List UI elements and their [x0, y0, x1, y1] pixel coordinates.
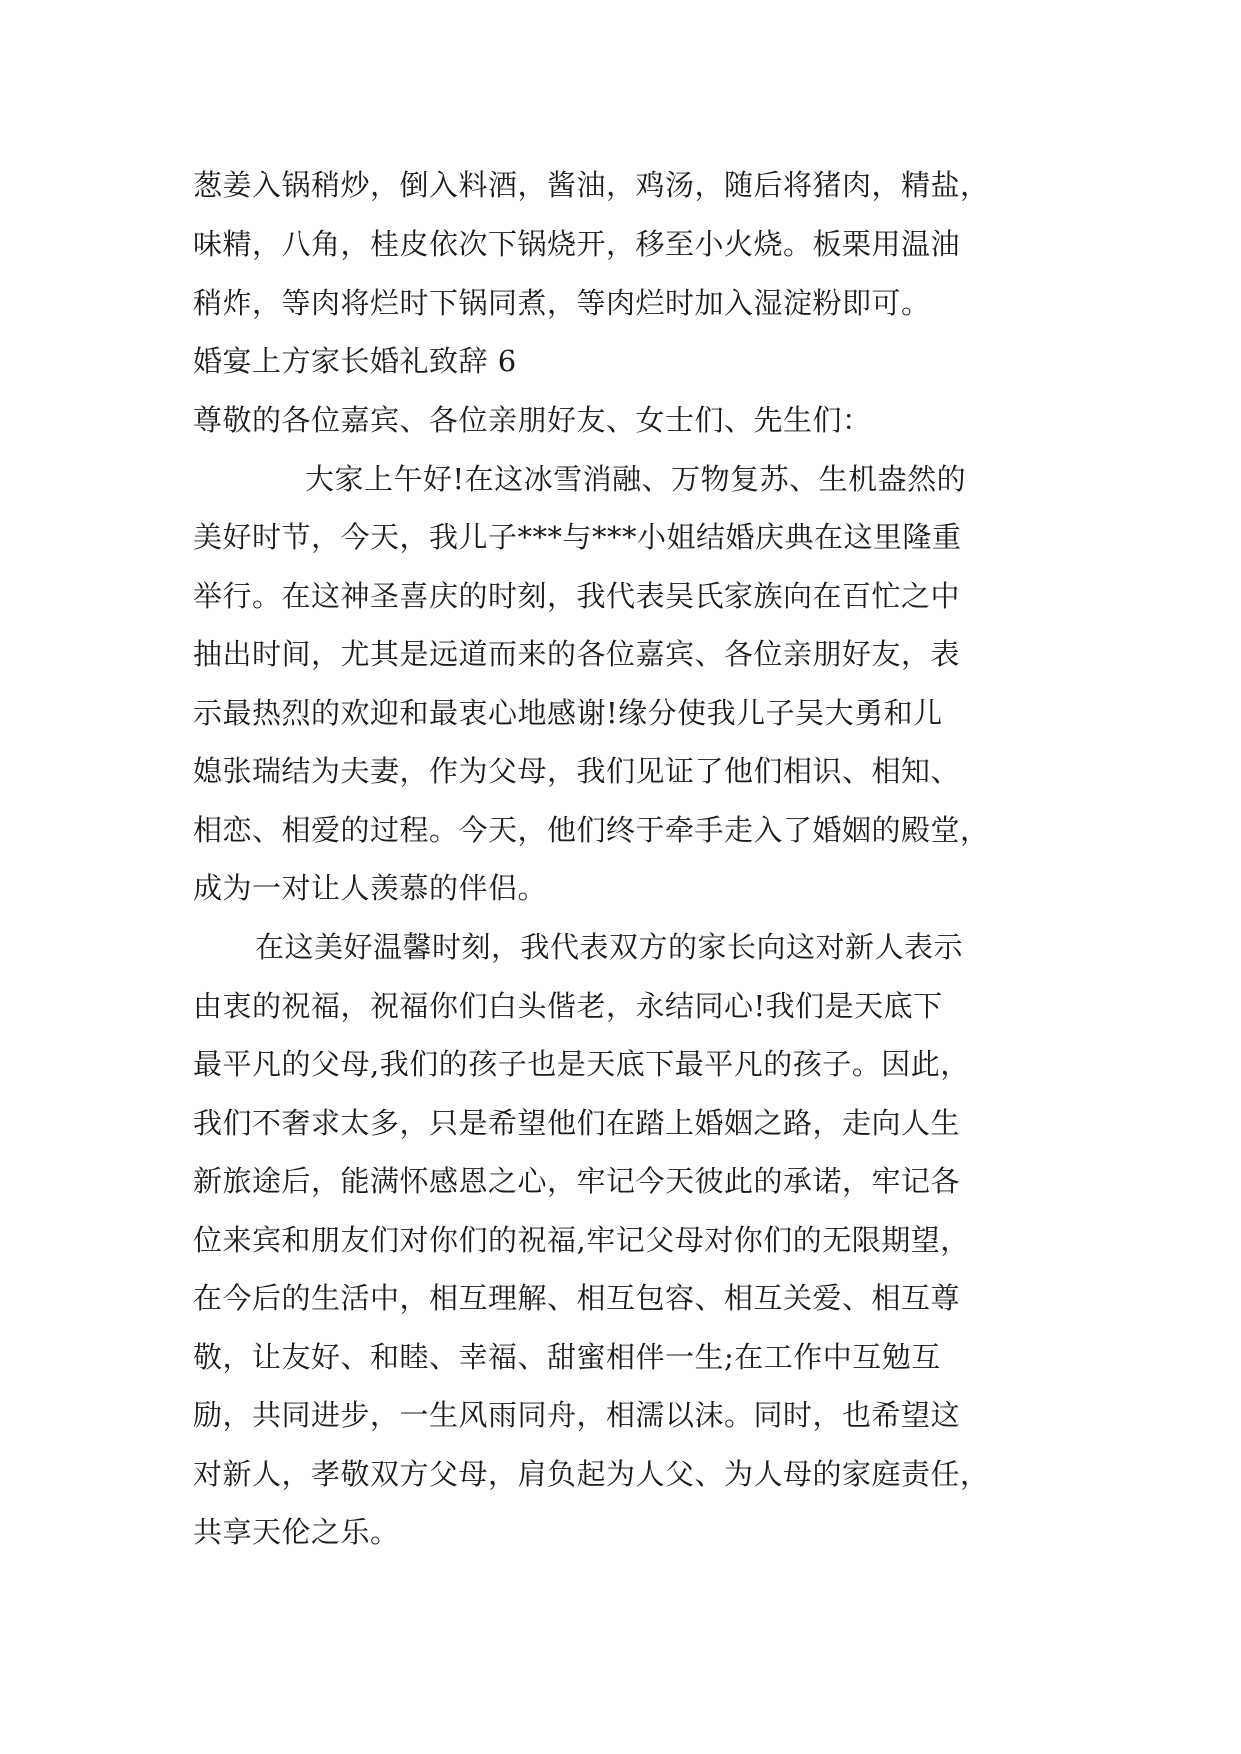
body-text-line: 我们不奢求太多，只是希望他们在踏上婚姻之路，走向人生 [193, 1106, 961, 1140]
body-text-line: 稍炸，等肉将烂时下锅同煮，等肉烂时加入湿淀粉即可。 [193, 286, 931, 320]
body-text-line: 由衷的祝福，祝福你们白头偕老，永结同心!我们是天底下 [193, 989, 943, 1023]
body-text-line: 位来宾和朋友们对你们的祝福,牢记父母对你们的无限期望， [193, 1223, 970, 1257]
body-text-line: 示最热烈的欢迎和最衷心地感谢!缘分使我儿子吴大勇和儿 [193, 696, 943, 730]
body-text-line: 新旅途后，能满怀感恩之心，牢记今天彼此的承诺，牢记各 [193, 1164, 961, 1198]
body-text-line: 励，共同进步，一生风雨同舟，相濡以沫。同时，也希望这 [193, 1398, 961, 1432]
body-text-line: 味精，八角，桂皮依次下锅烧开，移至小火烧。板栗用温油 [193, 227, 961, 261]
body-text-line: 相恋、相爱的过程。今天，他们终于牵手走入了婚姻的殿堂， [193, 813, 990, 847]
body-text-line: 最平凡的父母,我们的孩子也是天底下最平凡的孩子。因此， [193, 1047, 970, 1081]
body-text-line: 抽出时间，尤其是远道而来的各位嘉宾、各位亲朋好友，表 [193, 637, 961, 671]
body-text-line: 对新人，孝敬双方父母，肩负起为人父、为人母的家庭责任， [193, 1457, 990, 1491]
body-text-line: 敬，让友好、和睦、幸福、甜蜜相伴一生;在工作中互勉互 [193, 1340, 941, 1374]
paragraph-first-line: 在这美好温馨时刻，我代表双方的家长向这对新人表示 [255, 930, 964, 964]
body-text-line: 共享天伦之乐。 [193, 1515, 400, 1549]
body-text-line: 成为一对让人羡慕的伴侣。 [193, 871, 548, 905]
body-text-line: 举行。在这神圣喜庆的时刻，我代表吴氏家族向在百忙之中 [193, 579, 961, 613]
section-title: 婚宴上方家长婚礼致辞 6 [193, 344, 517, 378]
body-text-line: 葱姜入锅稍炒，倒入料酒，酱油，鸡汤，随后将猪肉，精盐， [193, 168, 990, 202]
paragraph-first-line: 大家上午好!在这冰雪消融、万物复苏、生机盎然的 [305, 462, 967, 496]
body-text-line: 美好时节，今天，我儿子***与***小姐结婚庆典在这里隆重 [193, 520, 962, 554]
body-text-line: 媳张瑞结为夫妻，作为父母，我们见证了他们相识、相知、 [193, 754, 961, 788]
body-text-line: 在今后的生活中，相互理解、相互包容、相互关爱、相互尊 [193, 1281, 961, 1315]
salutation-line: 尊敬的各位嘉宾、各位亲朋好友、女士们、先生们： [193, 403, 872, 437]
